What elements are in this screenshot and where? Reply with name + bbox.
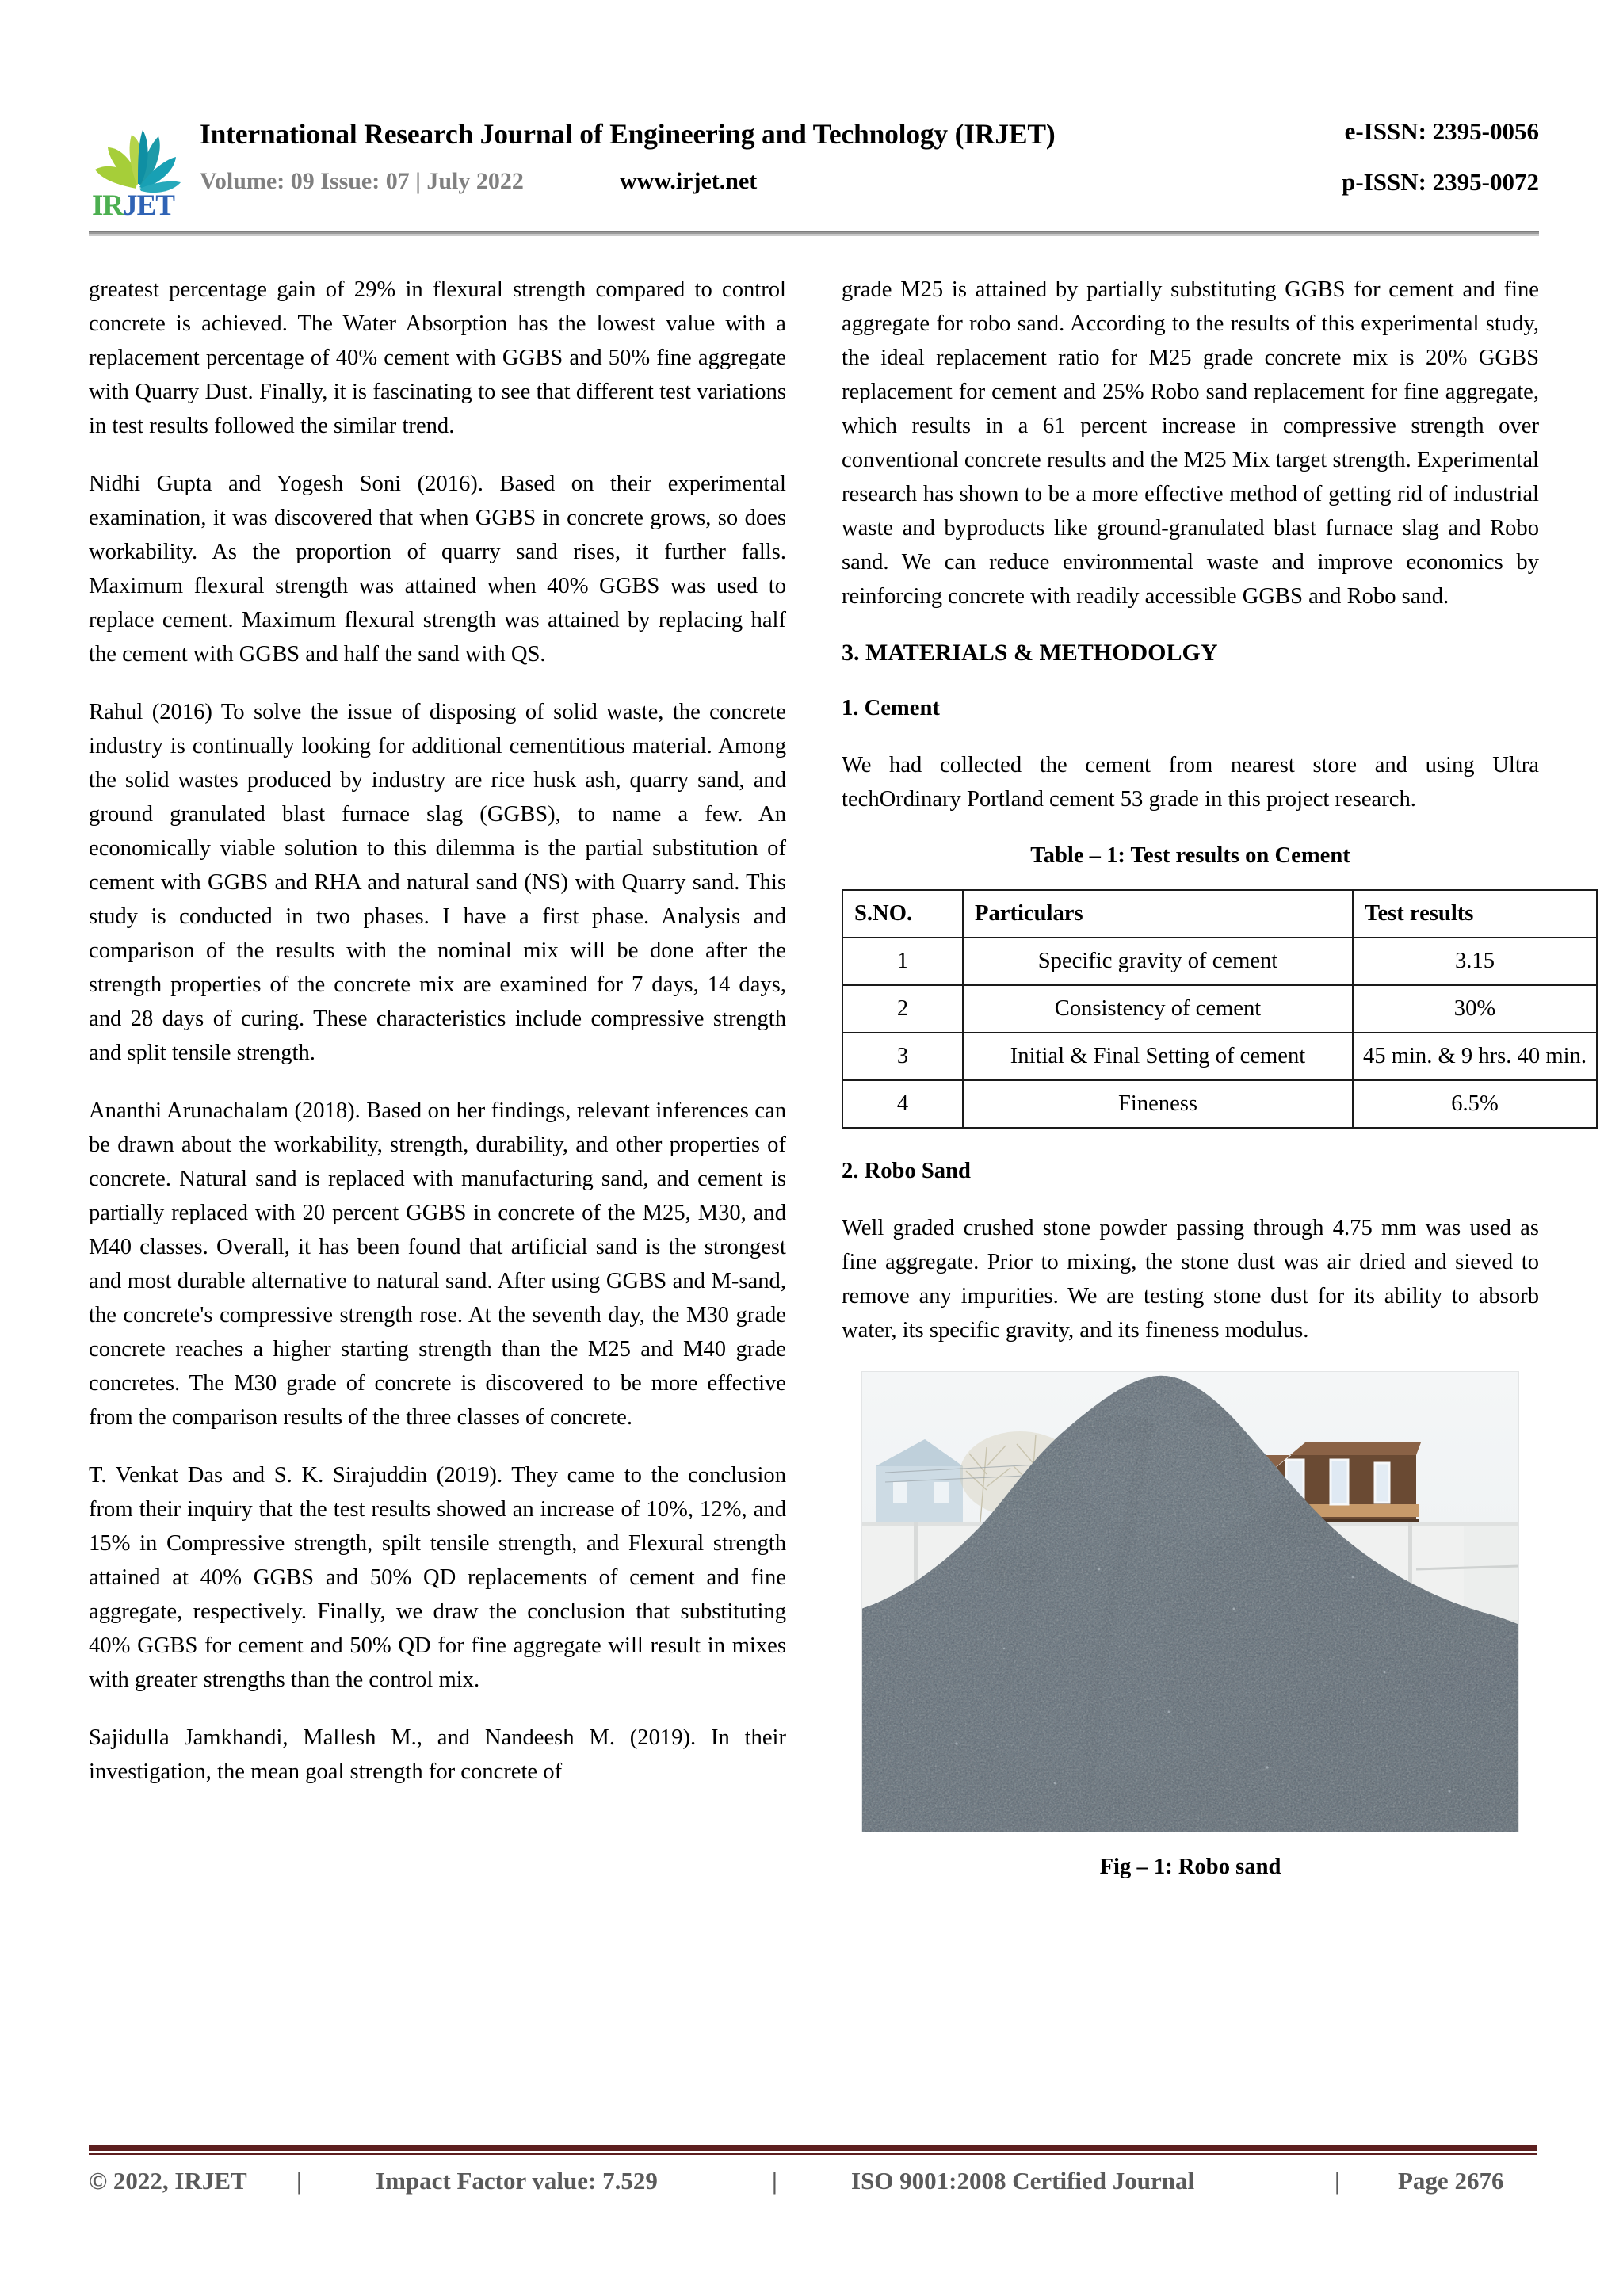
cell-particulars: Fineness	[963, 1080, 1353, 1128]
figure-robo-sand	[842, 1371, 1539, 1883]
cell-particulars: Initial & Final Setting of cement	[963, 1033, 1353, 1080]
p-issn: p-ISSN: 2395-0072	[1342, 168, 1539, 196]
cell-sno: 4	[842, 1080, 963, 1128]
footer-copyright: © 2022, IRJET	[89, 2167, 247, 2195]
footer-divider-thin	[89, 2153, 1537, 2155]
logo-text-ir: IR	[92, 189, 124, 222]
table-row	[842, 985, 1597, 1033]
header-divider	[89, 231, 1539, 236]
irjet-logo	[89, 113, 185, 225]
paragraph: T. Venkat Das and S. K. Sirajuddin (2019). They came to the conclusion from their inquiry that the test results showed an increase of 10%, 12%, and 15% in Compressive strength, spilt tensile strength, and Flexural strength attained at 40% GGBS and 50% QD replacements of cement and fine aggregate, respectively. Finally, we draw the conclusion that substituting 40% GGBS for cement and 50% QD for fine aggregate will result in mixes with greater strengths than the control mix.	[89, 1463, 786, 1692]
cell-particulars: Consistency of cement	[963, 985, 1353, 1033]
cell-result: 6.5%	[1353, 1080, 1597, 1128]
header-row-title	[200, 117, 1539, 160]
cell-sno: 3	[842, 1033, 963, 1080]
volume-issue-date: Volume: 09 Issue: 07 | July 2022	[200, 168, 524, 194]
footer-iso: ISO 9001:2008 Certified Journal	[851, 2167, 1195, 2195]
robo-sand-photo-image	[861, 1371, 1519, 1832]
cell-particulars: Specific gravity of cement	[963, 938, 1353, 985]
paragraph: Well graded crushed stone powder passing through 4.75 mm was used as fine aggregate. Prior to mixing, the stone dust was air dried and sieved to remove any impurities. We are testing stone dust for its ability to absorb water, its specific gravity, and its fineness modulus.	[842, 1216, 1539, 1343]
cell-result: 45 min. & 9 hrs. 40 min.	[1353, 1033, 1597, 1080]
table-row	[842, 938, 1597, 985]
section-heading-materials: 3. MATERIALS & METHODOLGY	[842, 640, 1218, 666]
footer-page-number: Page 2676	[1398, 2167, 1504, 2195]
footer-separator: |	[1335, 2167, 1340, 2195]
table-row	[842, 1033, 1597, 1080]
page-footer	[89, 2167, 1537, 2211]
cell-result: 30%	[1353, 985, 1597, 1033]
table-caption: Table – 1: Test results on Cement	[1030, 843, 1350, 868]
left-column	[89, 273, 786, 1789]
column-header-test-results: Test results	[1353, 890, 1597, 938]
subsection-heading-robo-sand: 2. Robo Sand	[842, 1159, 971, 1183]
paragraph: Ananthi Arunachalam (2018). Based on her findings, relevant inferences can be drawn about the workability, strength, durability, and other properties of concrete. Natural sand is replaced with manufacturing sand, and cement is partially replaced with 20 percent GGBS in concrete of the M25, M30, and M40 classes. Overall, it has been found that artificial sand is the strongest and most durable alternative to natural sand. After using GGBS and M-sand, the concrete's compressive strength rose. At the seventh day, the M30 grade concrete reaches a higher starting strength than the M25 and M40 grade concretes. The M30 grade of concrete is discovered to be more effective from the comparison results of the three classes of concrete.	[89, 1098, 786, 1430]
table-header-row	[842, 890, 1597, 938]
footer-divider	[89, 2145, 1537, 2154]
subsection-heading-cement: 1. Cement	[842, 696, 940, 720]
paragraph: grade M25 is attained by partially substituting GGBS for cement and fine aggregate for robo sand. According to the results of this experimental study, the ideal replacement ratio for M25 grade concrete mix is 20% GGBS replacement for cement and 25% Robo sand replacement for fine aggregate, which results in a 61 percent increase in compressive strength over conventional concrete results and the M25 Mix target strength. Experimental research has shown to be a more effective method of getting rid of industrial waste and byproducts like ground-granulated blast furnace slag and Robo sand. We can reduce environmental waste and improve economics by reinforcing concrete with readily accessible GGBS and Robo sand.	[842, 277, 1539, 609]
paragraph: Rahul (2016) To solve the issue of disposing of solid waste, the concrete industry is continually looking for additional cementitious material. Among the solid wastes produced by industry are rice husk ash, quarry sand, and ground granulated blast furnace slag (GGBS), to name a few. An economically viable solution to this dilemma is the partial substitution of cement with GGBS and RHA and natural sand (NS) with Quarry sand. This study is conducted in two phases. I have a first phase. Analysis and comparison of the results with the nominal mix will be done after the strength properties of the concrete mix are examined for 7 days, 14 days, and 28 days of curing. These characteristics include compressive strength and split tensile strength.	[89, 700, 786, 1065]
paragraph: We had collected the cement from nearest store and using Ultra techOrdinary Portland cement 53 grade in this project research.	[842, 753, 1539, 812]
right-column	[842, 273, 1587, 1883]
footer-impact-factor: Impact Factor value: 7.529	[376, 2167, 658, 2195]
footer-separator: |	[296, 2167, 302, 2195]
cell-sno: 2	[842, 985, 963, 1033]
paragraph: greatest percentage gain of 29% in flexural strength compared to control concrete is achieved. The Water Absorption has the lowest value with a replacement percentage of 40% cement with GGBS and 50% fine aggregate with Quarry Dust. Finally, it is fascinating to see that different test variations in test results followed the similar trend.	[89, 277, 786, 438]
journal-title: International Research Journal of Engineering and Technology (IRJET)	[200, 118, 1056, 150]
paragraph: Sajidulla Jamkhandi, Mallesh M., and Nandeesh M. (2019). In their investigation, the mean goal strength for concrete of	[89, 1725, 786, 1784]
footer-separator: |	[772, 2167, 777, 2195]
robo-sand-photo	[861, 1371, 1519, 1832]
cement-test-results-table	[842, 889, 1598, 1129]
page-header	[89, 111, 1539, 230]
header-row-volume	[200, 168, 1539, 208]
logo-text-jet: JET	[123, 189, 174, 222]
e-issn: e-ISSN: 2395-0056	[1344, 117, 1539, 145]
footer-divider-thick	[89, 2145, 1537, 2151]
column-header-sno: S.NO.	[842, 890, 963, 938]
journal-website[interactable]: www.irjet.net	[620, 168, 758, 194]
paragraph: Nidhi Gupta and Yogesh Soni (2016). Based on their experimental examination, it was discovered that when GGBS in concrete grows, so does workability. As the proportion of quarry sand rises, it further falls. Maximum flexural strength was attained when 40% GGBS was used to replace cement. Maximum flexural strength was attained by replacing half the cement with GGBS and half the sand with QS.	[89, 472, 786, 667]
table-row	[842, 1080, 1597, 1128]
cell-result: 3.15	[1353, 938, 1597, 985]
cell-sno: 1	[842, 938, 963, 985]
figure-caption: Fig – 1: Robo sand	[1099, 1855, 1281, 1879]
column-header-particulars: Particulars	[963, 890, 1353, 938]
